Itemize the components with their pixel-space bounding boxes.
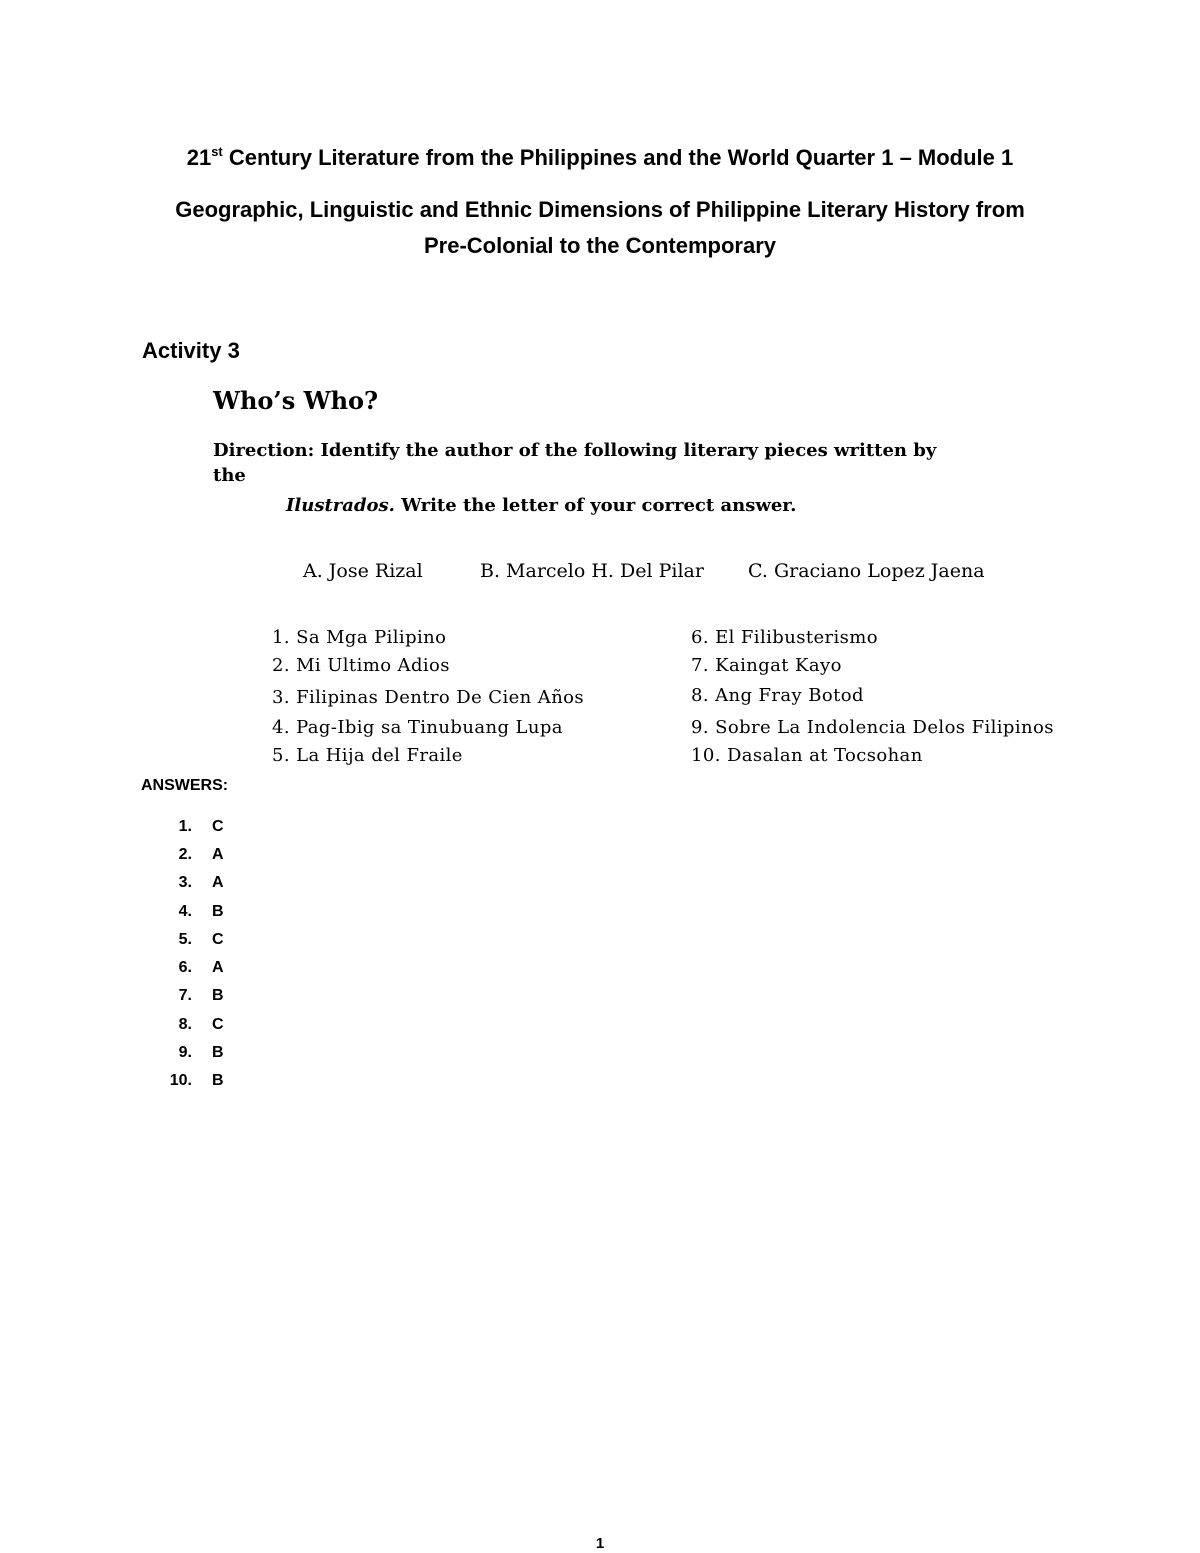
activity-label: Activity 3: [142, 338, 240, 363]
answer-number: 5.: [178, 931, 192, 948]
answer-value: B: [212, 903, 224, 920]
answer-number: 8.: [178, 1016, 192, 1033]
answer-number: 1.: [178, 818, 192, 835]
answers-label: ANSWERS:: [141, 777, 229, 794]
choice-c: C. Graciano Lopez Jaena: [748, 560, 985, 582]
literary-item: 6. El Filibusterismo: [691, 627, 879, 648]
answer-value: C: [212, 1016, 224, 1033]
literary-item: 4. Pag-Ibig sa Tinubuang Lupa: [272, 717, 563, 738]
literary-item: 2. Mi Ultimo Adios: [272, 655, 450, 676]
answer-number: 2.: [178, 846, 192, 863]
answer-value: C: [212, 931, 224, 948]
subtitle-line-2: Pre-Colonial to the Contemporary: [423, 233, 777, 258]
answer-number: 7.: [178, 987, 192, 1004]
subtitle-line-1: Geographic, Linguistic and Ethnic Dimensions of Philippine Literary History from: [175, 197, 1025, 222]
answer-number: 4.: [178, 903, 192, 920]
answer-number: 9.: [178, 1044, 192, 1061]
direction-line-3: [286, 495, 796, 516]
answer-value: C: [212, 818, 224, 835]
answer-value: A: [212, 874, 224, 891]
literary-item: 3. Filipinas Dentro De Cien Años: [272, 687, 585, 708]
literary-item: 10. Dasalan at Tocsohan: [691, 745, 923, 766]
choice-a: A. Jose Rizal: [303, 560, 423, 582]
literary-item: 5. La Hija del Fraile: [272, 745, 463, 766]
answer-value: B: [212, 987, 224, 1004]
answer-value: A: [212, 846, 224, 863]
literary-item: 7. Kaingat Kayo: [691, 655, 842, 676]
ilustrados-emphasis: Ilustrados.: [286, 495, 395, 516]
direction-line-2: the: [213, 465, 246, 486]
title-superscript: st: [211, 144, 223, 159]
activity-heading: Who’s Who?: [213, 386, 379, 415]
answer-number: 3.: [178, 874, 192, 891]
choice-b: B. Marcelo H. Del Pilar: [480, 560, 704, 582]
page-number: 1: [595, 1535, 605, 1552]
direction-rest: Write the letter of your correct answer.: [394, 495, 797, 516]
literary-item: 1. Sa Mga Pilipino: [272, 627, 447, 648]
literary-item: 8. Ang Fray Botod: [691, 685, 864, 706]
title-prefix: 21: [186, 145, 212, 170]
module-title: [0, 145, 1200, 171]
direction-line-1: Direction: Identify the author of the following literary pieces written by: [213, 440, 937, 461]
answer-value: A: [212, 959, 224, 976]
answer-value: B: [212, 1044, 224, 1061]
answer-value: B: [212, 1072, 224, 1089]
answer-number: 6.: [178, 959, 192, 976]
literary-item: 9. Sobre La Indolencia Delos Filipinos: [691, 717, 1054, 738]
answer-number: 10.: [169, 1072, 192, 1089]
title-rest: Century Literature from the Philippines and the World Quarter 1 – Module 1: [222, 145, 1014, 170]
